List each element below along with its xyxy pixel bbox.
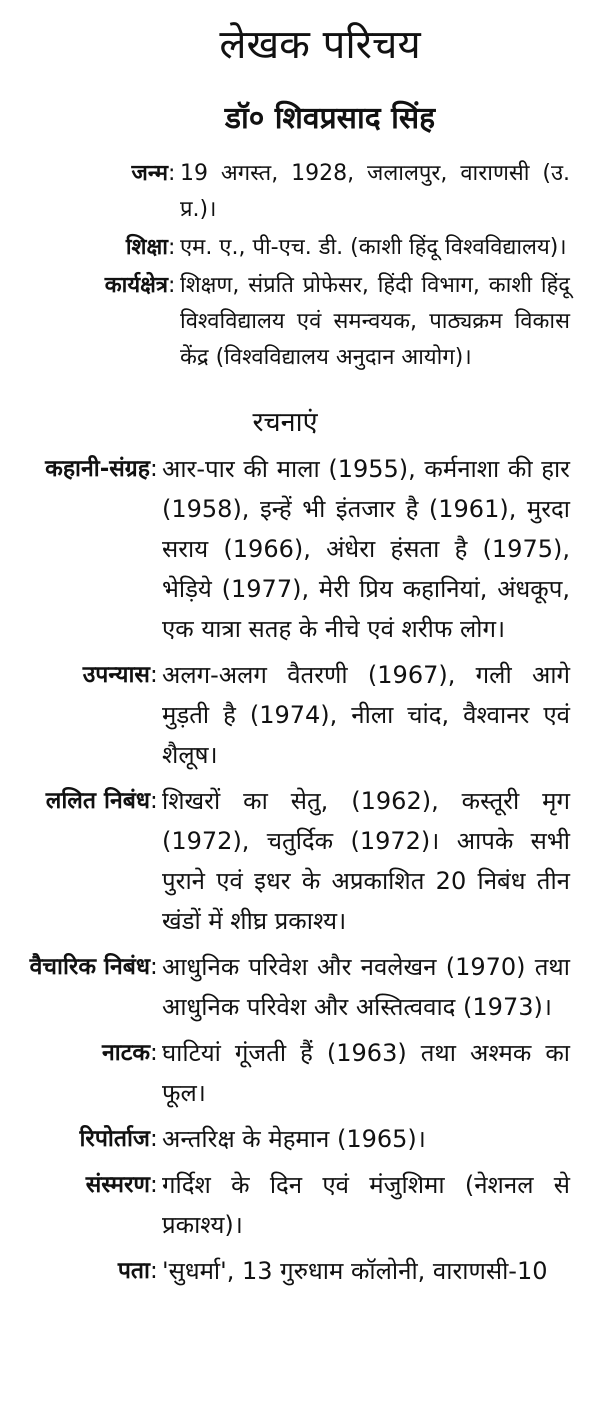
entry-label: शिक्षा: [125, 235, 168, 260]
entry-value: आधुनिक परिवेश और नवलेखन (1970) तथा आधुनिक परिवेश और अस्तित्ववाद (1973)।: [162, 953, 570, 1021]
entry-label: उपन्यास: [82, 662, 150, 688]
entry-colon: :: [150, 1040, 158, 1066]
entry-value: शिखरों का सेतु, (1962), कस्तूरी मृग (1972), चतुर्दिक (1972)। आपके सभी पुराने एवं इधर के अप्रकाशित 20 निबंध तीन खंडों में शीघ्र प्रकाश्य।: [162, 787, 570, 935]
entry-value: अन्तरिक्ष के मेहमान (1965)।: [162, 1125, 426, 1153]
works-entry-reportage: [0, 1119, 600, 1159]
entry-colon: :: [168, 161, 176, 186]
bio-entry-work: [0, 268, 600, 376]
entry-value: एम. ए., पी-एच. डी. (काशी हिंदू विश्वविद्यालय)।: [180, 235, 567, 260]
bio-entry-education: [0, 230, 600, 266]
works-entry-ideological-essays: [0, 947, 600, 1027]
works-entry-memoir: [0, 1165, 600, 1245]
bio-entry-birth: [0, 156, 600, 228]
works-heading: रचनाएं: [252, 407, 318, 438]
works-entry-stories: [0, 449, 600, 649]
page-title: लेखक परिचय: [219, 22, 421, 68]
works-entry-address: [0, 1251, 600, 1291]
entry-value: घाटियां गूंजती हैं (1963) तथा अश्मक का फूल।: [162, 1039, 570, 1107]
entry-colon: :: [168, 273, 176, 298]
entry-label: संस्मरण: [85, 1172, 150, 1198]
entry-value: आर-पार की माला (1955), कर्मनाशा की हार (1958), इन्हें भी इंतजार है (1961), मुरदा सराय (1966), अंधेरा हंसता है (1975), भेड़िये (1977), मेरी प्रिय कहानियां, अंधकूप, एक यात्रा सतह के नीचे एवं शरीफ लोग।: [162, 455, 570, 643]
works-section: [0, 449, 600, 1291]
entry-colon: :: [150, 1126, 158, 1152]
entry-label: जन्म: [131, 161, 168, 186]
entry-value: 'सुधर्मा', 13 गुरुधाम कॉलोनी, वाराणसी-10: [162, 1257, 548, 1285]
works-entry-novels: [0, 655, 600, 775]
entry-colon: :: [150, 1172, 158, 1198]
entry-label: पता: [117, 1258, 150, 1284]
entry-colon: :: [150, 456, 158, 482]
entry-value: अलग-अलग वैतरणी (1967), गली आगे मुड़ती है (1974), नीला चांद, वैश्वानर एवं शैलूष।: [162, 661, 570, 769]
entry-label: कहानी-संग्रह: [45, 456, 150, 482]
entry-value: 19 अगस्त, 1928, जलालपुर, वाराणसी (उ. प्र.)।: [180, 161, 570, 222]
entry-colon: :: [150, 954, 158, 980]
works-entry-drama: [0, 1033, 600, 1113]
entry-label: नाटक: [102, 1040, 150, 1066]
entry-label: ललित निबंध: [45, 788, 150, 814]
works-entry-essays: [0, 781, 600, 941]
entry-colon: :: [150, 662, 158, 688]
entry-label: कार्यक्षेत्र: [104, 273, 168, 298]
author-name: डॉ० शिवप्रसाद सिंह: [224, 101, 436, 136]
entry-value: गर्दिश के दिन एवं मंजुशिमा (नेशनल से प्रकाश्य)।: [162, 1171, 570, 1239]
entry-colon: :: [150, 1258, 158, 1284]
entry-label: रिपोर्ताज: [79, 1126, 150, 1152]
bio-section: [0, 156, 600, 376]
entry-label: वैचारिक निबंध: [29, 954, 150, 980]
entry-value: शिक्षण, संप्रति प्रोफेसर, हिंदी विभाग, काशी हिंदू विश्वविद्यालय एवं समन्वयक, पाठ्यक्रम विकास केंद्र (विश्वविद्यालय अनुदान आयोग)।: [180, 273, 570, 370]
entry-colon: :: [150, 788, 158, 814]
entry-colon: :: [168, 235, 176, 260]
